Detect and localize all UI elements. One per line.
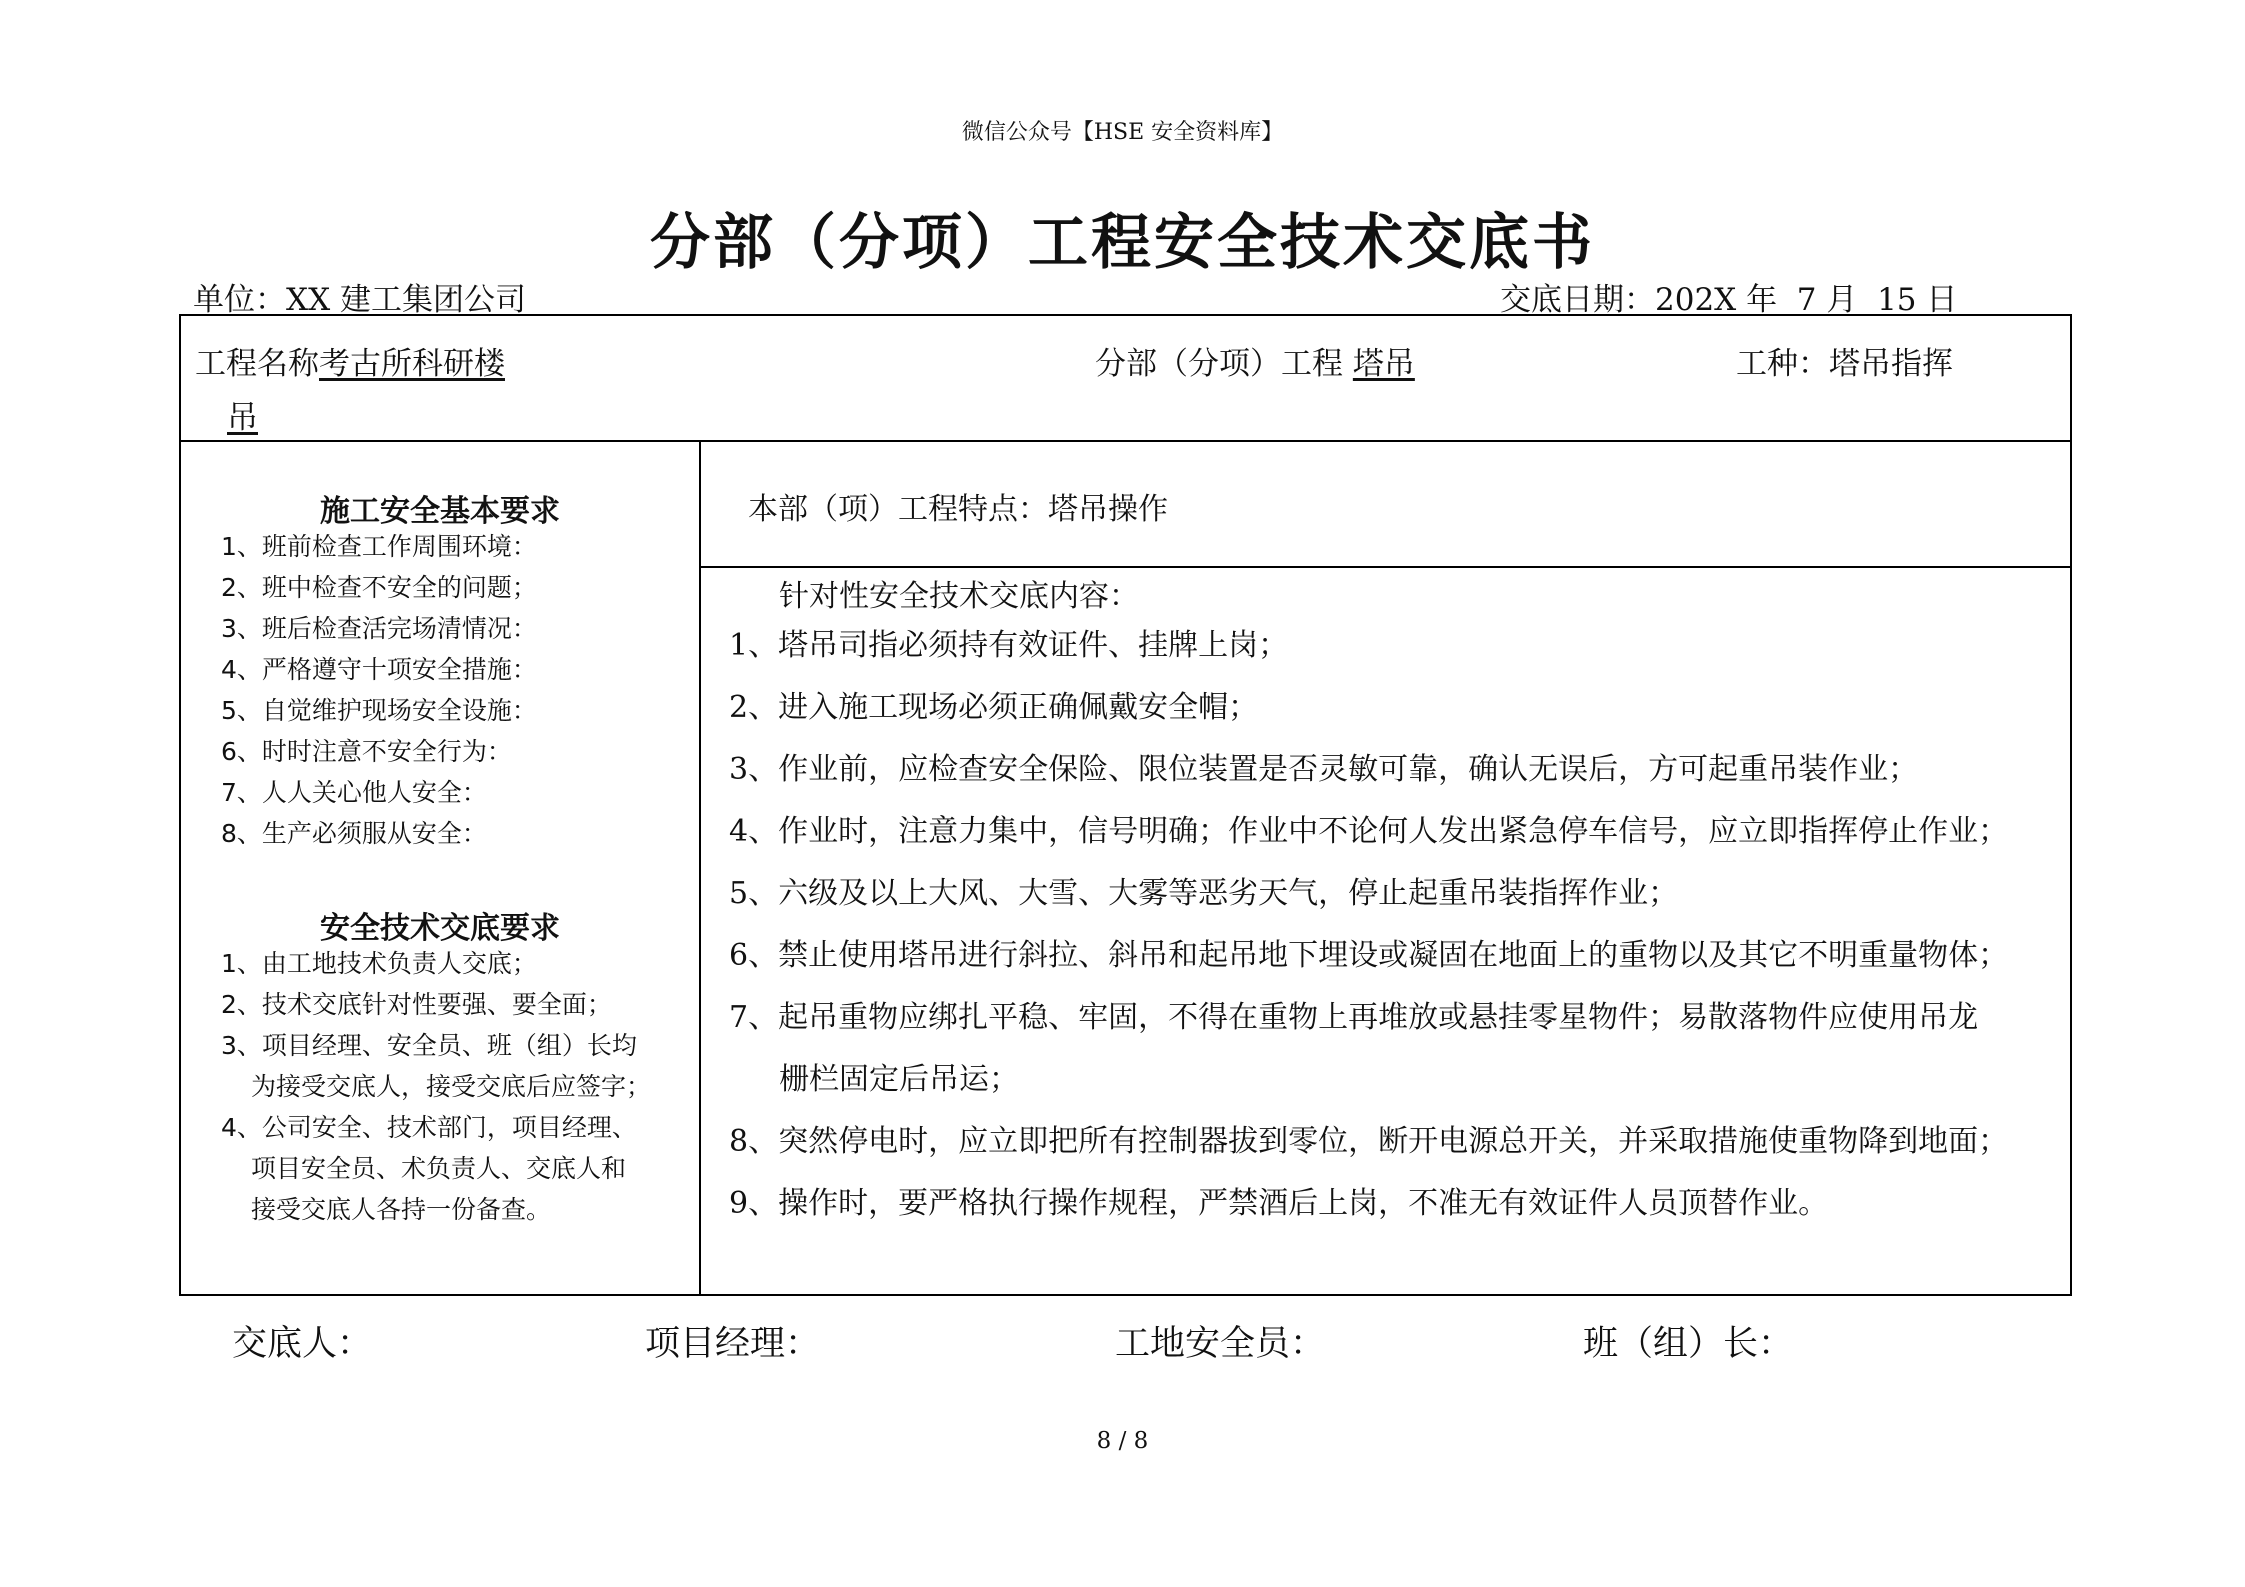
project-name-value: 考古所科研楼	[319, 346, 505, 382]
unit-value: XX 建工集团公司	[286, 282, 526, 318]
document-title: 分部（分项）工程安全技术交底书	[650, 208, 1595, 278]
content-item: 7、起吊重物应绑扎平稳、牢固，不得在重物上再堆放或悬挂零星物件；易散落物件应使用吊龙	[729, 1000, 1979, 1035]
trade-value: 塔吊指挥	[1829, 346, 1953, 382]
manager-signature-label: 项目经理：	[645, 1324, 821, 1364]
list-item: 3、班后检查活完场清情况：	[221, 614, 537, 643]
disclosure-form-table	[179, 314, 2072, 1296]
project-feature	[748, 484, 1168, 528]
list-item-continuation: 为接受交底人，接受交底后应签字；	[251, 1072, 652, 1101]
list-item: 4、公司安全、技术部门，项目经理、	[221, 1113, 637, 1142]
disclosure-content-list	[729, 615, 2069, 1235]
subproject-field	[1095, 338, 1415, 383]
list-item: 4、严格遵守十项安全措施：	[221, 655, 537, 684]
content-item: 1、塔吊司指必须持有效证件、挂牌上岗；	[729, 628, 1289, 663]
page-number: 8 / 8	[1096, 1428, 1149, 1454]
list-item: 2、技术交底针对性要强、要全面；	[221, 990, 612, 1019]
list-item: 8、生产必须服从安全：	[221, 819, 487, 848]
content-item: 3、作业前，应检查安全保险、限位装置是否灵敏可靠，确认无误后，方可起重吊装作业；	[729, 752, 1919, 787]
content-intro: 针对性安全技术交底内容：	[779, 579, 1139, 614]
project-name-label: 工程名称	[195, 346, 319, 382]
content-item: 9、操作时，要严格执行操作规程，严禁酒后上岗，不准无有效证件人员顶替作业。	[729, 1186, 1829, 1221]
project-name-value-wrap: 吊	[227, 400, 258, 436]
subproject-label: 分部（分项）工程	[1095, 346, 1343, 382]
list-item: 7、人人关心他人安全：	[221, 778, 487, 807]
feature-value: 塔吊操作	[1048, 492, 1168, 527]
list-item: 5、自觉维护现场安全设施：	[221, 696, 537, 725]
content-item: 2、进入施工现场必须正确佩戴安全帽；	[729, 690, 1259, 725]
header-divider	[181, 440, 2070, 442]
watermark-text: 微信公众号【HSE 安全资料库】	[961, 120, 1284, 145]
list-item: 2、班中检查不安全的问题；	[221, 573, 537, 602]
list-item: 6、时时注意不安全行为：	[221, 737, 512, 766]
list-item-continuation: 接受交底人各持一份备查。	[251, 1195, 552, 1224]
content-item: 4、作业时，注意力集中，信号明确；作业中不论何人发出紧急停车信号，应立即指挥停止作业；	[729, 814, 2009, 849]
trade-field	[1736, 338, 1953, 383]
list-item: 1、班前检查工作周围环境：	[221, 532, 537, 561]
feature-label: 本部（项）工程特点：	[748, 492, 1048, 527]
team-leader-signature-label: 班（组）长：	[1583, 1324, 1794, 1364]
date-value: 202X 年 7 月 15 日	[1655, 282, 1958, 318]
unit-line	[193, 274, 526, 319]
list-item-continuation: 项目安全员、术负责人、交底人和	[251, 1154, 627, 1183]
safety-officer-signature-label: 工地安全员：	[1115, 1324, 1326, 1364]
column-divider	[699, 440, 701, 1294]
project-name-field	[195, 338, 505, 383]
date-line	[1500, 274, 1957, 319]
unit-label: 单位：	[193, 282, 286, 318]
date-label: 交底日期：	[1500, 282, 1655, 318]
subproject-value: 塔吊	[1352, 346, 1415, 382]
content-item: 6、禁止使用塔吊进行斜拉、斜吊和起吊地下埋设或凝固在地面上的重物以及其它不明重量物体；	[729, 938, 2009, 973]
list-item: 1、由工地技术负责人交底；	[221, 949, 537, 978]
disclosure-requirements-list	[221, 943, 651, 1230]
discloser-signature-label: 交底人：	[232, 1324, 373, 1364]
disclosure-requirements-title: 安全技术交底要求	[320, 911, 560, 946]
feature-divider	[699, 566, 2070, 568]
trade-label: 工种：	[1736, 346, 1829, 382]
content-item: 8、突然停电时，应立即把所有控制器拔到零位，断开电源总开关，并采取措施使重物降到地面；	[729, 1124, 2009, 1159]
basic-requirements-list	[221, 526, 537, 854]
content-item: 5、六级及以上大风、大雪、大雾等恶劣天气，停止起重吊装指挥作业；	[729, 876, 1679, 911]
basic-requirements-title: 施工安全基本要求	[320, 494, 560, 529]
content-item-continuation: 栅栏固定后吊运；	[779, 1062, 1019, 1097]
list-item: 3、项目经理、安全员、班（组）长均	[221, 1031, 637, 1060]
